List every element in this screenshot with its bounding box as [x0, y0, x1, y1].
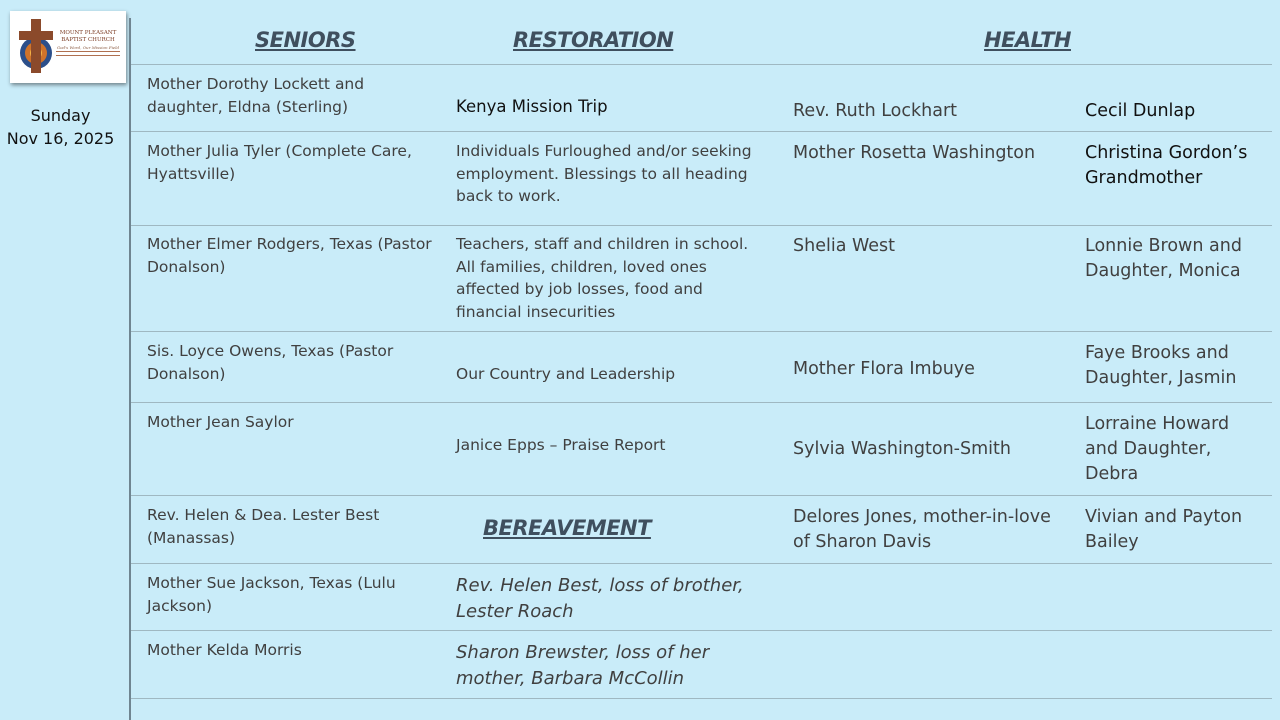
health-entry: Rev. Ruth Lockhart [793, 101, 958, 121]
row-divider [131, 64, 1272, 65]
health-entry: Lonnie Brown and Daughter, Monica [1085, 236, 1242, 281]
date-full: Nov 16, 2025 [6, 129, 115, 148]
logo-line-1: MOUNT PLEASANT [59, 30, 117, 36]
row-divider [131, 630, 1272, 631]
senior-entry: Rev. Helen & Dea. Lester Best (Manassas) [147, 506, 380, 547]
bereavement-entry: Rev. Helen Best, loss of brother, Lester Roach [456, 575, 744, 622]
restoration-entry: Kenya Mission Trip [456, 97, 608, 116]
date-day: Sunday [30, 106, 91, 125]
vertical-divider [129, 18, 131, 720]
health-entry: Mother Rosetta Washington [793, 143, 1036, 163]
health-entry: Vivian and Payton Bailey [1085, 507, 1243, 552]
logo-tagline: God's Word, Our Mission Field [56, 45, 120, 50]
church-logo [10, 11, 126, 83]
cross-globe-icon [16, 17, 56, 77]
row-divider [131, 698, 1272, 699]
health-entry: Christina Gordon’s Grandmother [1085, 143, 1248, 188]
logo-rule [56, 51, 120, 52]
health-entry: Delores Jones, mother-in-love of Sharon Davis [793, 507, 1051, 552]
health-entry: Faye Brooks and Daughter, Jasmin [1085, 343, 1237, 388]
restoration-entry: Individuals Furloughed and/or seeking employment. Blessings to all heading back to work. [456, 142, 752, 205]
senior-entry: Mother Dorothy Lockett and daughter, Eldna (Sterling) [147, 75, 365, 116]
row-divider [131, 495, 1272, 496]
row-divider [131, 331, 1272, 332]
senior-entry: Mother Elmer Rodgers, Texas (Pastor Donalson) [147, 235, 432, 276]
health-entry: Lorraine Howard and Daughter, Debra [1085, 414, 1230, 484]
senior-entry: Mother Kelda Morris [147, 641, 302, 659]
health-entry: Sylvia Washington-Smith [793, 439, 1011, 459]
row-divider [131, 402, 1272, 403]
senior-entry: Sis. Loyce Owens, Texas (Pastor Donalson) [147, 342, 394, 383]
senior-entry: Mother Julia Tyler (Complete Care, Hyattsville) [147, 142, 412, 183]
restoration-heading: RESTORATION [513, 28, 674, 52]
senior-entry: Mother Jean Saylor [147, 413, 294, 431]
health-entry: Cecil Dunlap [1085, 101, 1196, 121]
health-entry: Mother Flora Imbuye [793, 359, 975, 379]
seniors-heading: SENIORS [255, 28, 356, 52]
bereavement-heading: BEREAVEMENT [483, 516, 651, 540]
row-divider [131, 563, 1272, 564]
logo-line-2: BAPTIST CHURCH [61, 37, 115, 43]
health-heading: HEALTH [984, 28, 1071, 52]
restoration-entry: Teachers, staff and children in school. All families, children, loved ones affected by job losses, food and financial insecurities [456, 235, 749, 321]
row-divider [131, 225, 1272, 226]
row-divider [131, 131, 1272, 132]
health-entry: Shelia West [793, 236, 896, 256]
senior-entry: Mother Sue Jackson, Texas (Lulu Jackson) [147, 574, 396, 615]
logo-rule [56, 55, 120, 56]
restoration-entry: Janice Epps – Praise Report [456, 436, 666, 454]
bereavement-entry: Sharon Brewster, loss of her mother, Barbara McCollin [456, 642, 710, 689]
restoration-entry: Our Country and Leadership [456, 365, 676, 383]
